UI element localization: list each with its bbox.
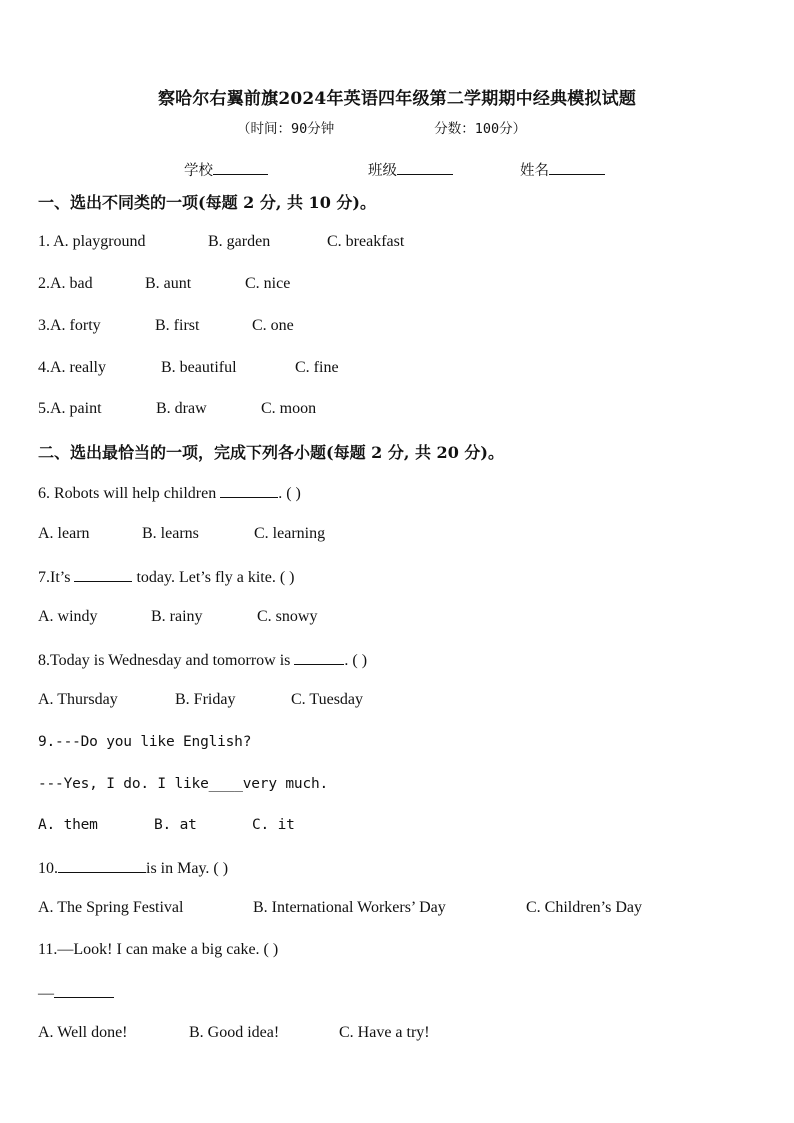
question-6-stem [38, 483, 301, 503]
q7-option-a: A. windy [38, 608, 98, 625]
q8-answer-blank[interactable] [294, 650, 344, 665]
q10-answer-blank[interactable] [58, 858, 146, 873]
q7-stem-start: 7.It’s [38, 569, 75, 586]
question-9-line-1: 9.---Do you like English? [38, 734, 252, 750]
q3-option-c: C. one [252, 317, 294, 334]
q8-option-b: B. Friday [175, 691, 236, 708]
q9-option-b: B. at [154, 817, 197, 833]
q1-option-a: 1. A. playground [38, 233, 146, 250]
q5-option-a: 5.A. paint [38, 400, 102, 417]
q9-option-a: A. them [38, 817, 98, 833]
q4-option-a: 4.A. really [38, 359, 106, 376]
q6-stem-start: 6. Robots will help children [38, 485, 221, 502]
question-11-answer-line [38, 983, 114, 1003]
q1-option-c: C. breakfast [327, 233, 405, 250]
q3-option-b: B. first [155, 317, 200, 334]
q6-option-b: B. learns [142, 525, 199, 542]
q10-stem-end: is in May. ( ) [146, 860, 229, 877]
q10-option-a: A. The Spring Festival [38, 899, 184, 916]
q5-option-c: C. moon [261, 400, 317, 417]
question-11-stem: 11.—Look! I can make a big cake. ( ) [38, 941, 279, 958]
q6-option-c: C. learning [254, 525, 326, 542]
q4-option-c: C. fine [295, 359, 339, 376]
q11-dash: — [38, 985, 54, 1002]
class-blank[interactable] [397, 160, 453, 175]
q10-number: 10. [38, 860, 58, 877]
q8-option-a: A. Thursday [38, 691, 118, 708]
q7-option-b: B. rainy [151, 608, 203, 625]
q6-option-a: A. learn [38, 525, 90, 542]
q10-option-b: B. International Workers’ Day [253, 899, 446, 916]
time-limit: （时间：90分钟 [237, 121, 335, 137]
q11-answer-blank[interactable] [54, 983, 114, 998]
school-label: 学校 [184, 163, 213, 179]
q1-option-b: B. garden [208, 233, 271, 250]
school-field [184, 159, 268, 180]
page-title: 察哈尔右翼前旗2024年英语四年级第二学期期中经典模拟试题 [157, 89, 637, 109]
q5-option-b: B. draw [156, 400, 207, 417]
q7-stem-end: today. Let’s fly a kite. ( ) [132, 569, 295, 586]
q6-stem-end: . ( ) [278, 485, 301, 502]
question-9-line-2 [38, 776, 328, 792]
q2-option-b: B. aunt [145, 275, 192, 292]
q4-option-b: B. beautiful [161, 359, 237, 376]
question-7-stem [38, 567, 294, 587]
name-field [520, 159, 605, 180]
q9-reply-start: ---Yes, I do. I like [38, 776, 209, 792]
q9-answer-blank[interactable]: ____ [208, 776, 243, 792]
name-blank[interactable] [549, 160, 605, 175]
q11-option-b: B. Good idea! [189, 1024, 280, 1041]
q11-option-a: A. Well done! [38, 1024, 128, 1041]
q9-option-c: C. it [252, 817, 295, 833]
question-10-stem [38, 858, 228, 878]
q7-option-c: C. snowy [257, 608, 318, 625]
exam-meta [237, 117, 526, 137]
q8-stem-start: 8.Today is Wednesday and tomorrow is [38, 652, 295, 669]
q3-option-a: 3.A. forty [38, 317, 101, 334]
question-8-stem [38, 650, 367, 670]
section-one-heading: 一、选出不同类的一项(每题 2 分, 共 10 分)。 [38, 193, 376, 212]
q2-option-a: 2.A. bad [38, 275, 93, 292]
name-label: 姓名 [520, 163, 549, 179]
class-label: 班级 [368, 163, 397, 179]
section-two-heading: 二、选出最恰当的一项，完成下列各小题(每题 2 分, 共 20 分)。 [38, 443, 504, 462]
q2-option-c: C. nice [245, 275, 291, 292]
class-field [368, 159, 453, 180]
q8-option-c: C. Tuesday [291, 691, 364, 708]
q11-option-c: C. Have a try! [339, 1024, 430, 1041]
q10-option-c: C. Children’s Day [526, 899, 642, 916]
q8-stem-end: . ( ) [344, 652, 368, 669]
q9-reply-end: very much. [242, 776, 329, 792]
q6-answer-blank[interactable] [220, 483, 278, 498]
school-blank[interactable] [213, 160, 268, 175]
q7-answer-blank[interactable] [74, 567, 132, 582]
total-score: 分数：100分） [434, 121, 527, 137]
